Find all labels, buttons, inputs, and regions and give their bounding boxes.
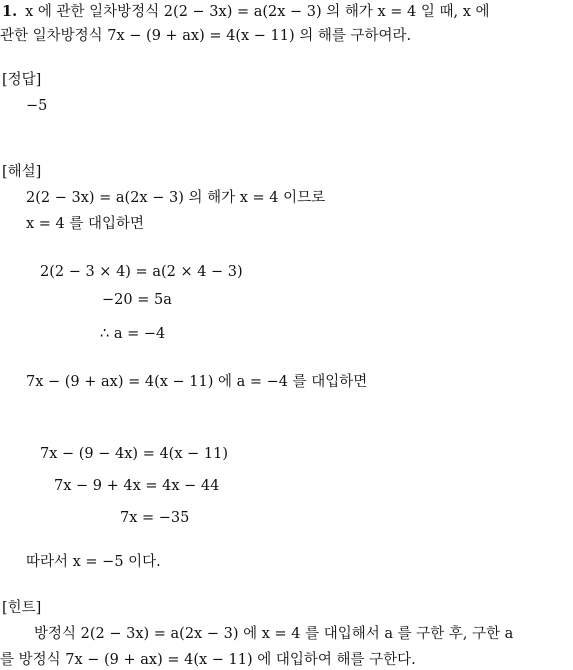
solution-step-1: 2(2 − 3 × 4) = a(2 × 4 − 3) xyxy=(40,264,243,280)
hint-line-2: 를 방정식 7x − (9 + ax) = 4(x − 11) 에 대입하여 해를 구한다. xyxy=(0,652,416,668)
solution-step-2: −20 = 5a xyxy=(102,292,172,308)
problem-number: 1. xyxy=(2,3,18,20)
solution-conclusion: 따라서 x = −5 이다. xyxy=(26,554,161,570)
solution-label: [해설] xyxy=(2,164,42,180)
solution-step-6: 7x = −35 xyxy=(120,510,190,526)
solution-line-2: x = 4 를 대입하면 xyxy=(26,216,145,232)
answer-value: −5 xyxy=(26,98,48,114)
problem-text-1: x 에 관한 일차방정식 2(2 − 3x) = a(2x − 3) 의 해가 x = 4 일 때, x 에 xyxy=(25,4,490,20)
hint-line-1: 방정식 2(2 − 3x) = a(2x − 3) 에 x = 4 를 대입해서 a 를 구한 후, 구한 a xyxy=(34,626,514,642)
solution-step-5: 7x − 9 + 4x = 4x − 44 xyxy=(54,478,220,494)
solution-step-4: 7x − (9 − 4x) = 4(x − 11) xyxy=(40,446,228,462)
problem-line-2: 관한 일차방정식 7x − (9 + ax) = 4(x − 11) 의 해를 구하여라. xyxy=(0,28,412,44)
answer-label: [정답] xyxy=(2,72,42,88)
solution-step-3: ∴ a = −4 xyxy=(100,326,166,342)
problem-line-1 xyxy=(2,2,490,22)
solution-line-3: 7x − (9 + ax) = 4(x − 11) 에 a = −4 를 대입하면 xyxy=(26,374,368,390)
solution-line-1: 2(2 − 3x) = a(2x − 3) 의 해가 x = 4 이므로 xyxy=(26,190,326,206)
hint-label: [힌트] xyxy=(2,600,42,616)
